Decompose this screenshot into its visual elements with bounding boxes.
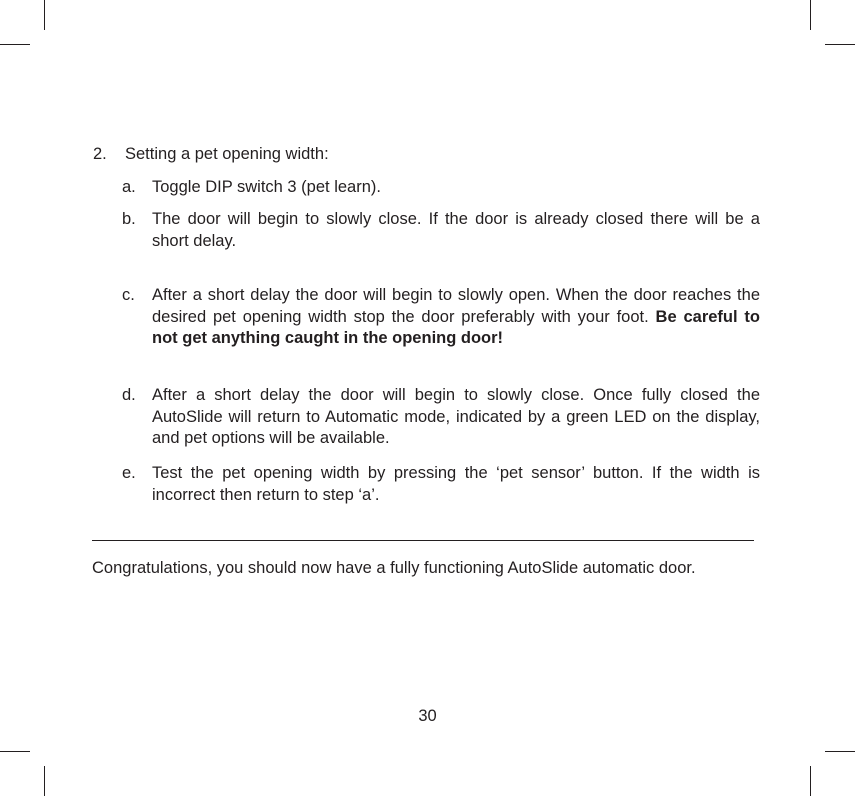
- list-item-text-regular: After a short delay the door will begin to slowly open. When the door reaches the desired pet opening width stop the door preferably with your foot.: [152, 286, 760, 326]
- step-heading: [93, 144, 329, 164]
- step-title: Setting a pet opening width:: [125, 145, 329, 163]
- crop-mark-bottom-right-vertical: [810, 766, 811, 796]
- divider-line: [92, 540, 754, 541]
- list-letter: a.: [122, 178, 136, 196]
- warning-text: Be careful to not get anything caught in the opening door!: [152, 307, 760, 347]
- list-item-text: The door will begin to slowly close. If the door is already closed there will be a short delay.: [152, 210, 760, 250]
- crop-mark-top-left-vertical: [44, 0, 45, 30]
- list-letter: c.: [122, 286, 135, 304]
- crop-mark-top-right-vertical: [810, 0, 811, 30]
- list-item-e: [122, 463, 760, 506]
- crop-mark-bottom-left-vertical: [44, 766, 45, 796]
- list-letter: b.: [122, 210, 136, 228]
- list-item-c: [122, 285, 760, 350]
- step-number: 2.: [93, 145, 107, 163]
- list-item-b: [122, 209, 760, 252]
- list-item-text: After a short delay the door will begin to slowly close. Once fully closed the AutoSlide will return to Automatic mode, indicated by a green LED on the display, and pet options will be available.: [152, 386, 760, 447]
- crop-mark-bottom-left-horizontal: [0, 751, 30, 752]
- list-item-a: [122, 177, 760, 199]
- list-item-text: Test the pet opening width by pressing the ‘pet sensor’ button. If the width is incorrect then return to step ‘a’.: [152, 464, 760, 504]
- list-item-d: [122, 385, 760, 450]
- crop-mark-bottom-right-horizontal: [825, 751, 855, 752]
- list-item-text: [152, 285, 760, 350]
- crop-mark-top-right-horizontal: [825, 44, 855, 45]
- closing-paragraph: Congratulations, you should now have a fully functioning AutoSlide automatic door.: [92, 559, 696, 577]
- crop-mark-top-left-horizontal: [0, 44, 30, 45]
- list-item-text: Toggle DIP switch 3 (pet learn).: [152, 178, 381, 196]
- list-letter: d.: [122, 386, 136, 404]
- list-letter: e.: [122, 464, 136, 482]
- page-number: 30: [418, 707, 437, 725]
